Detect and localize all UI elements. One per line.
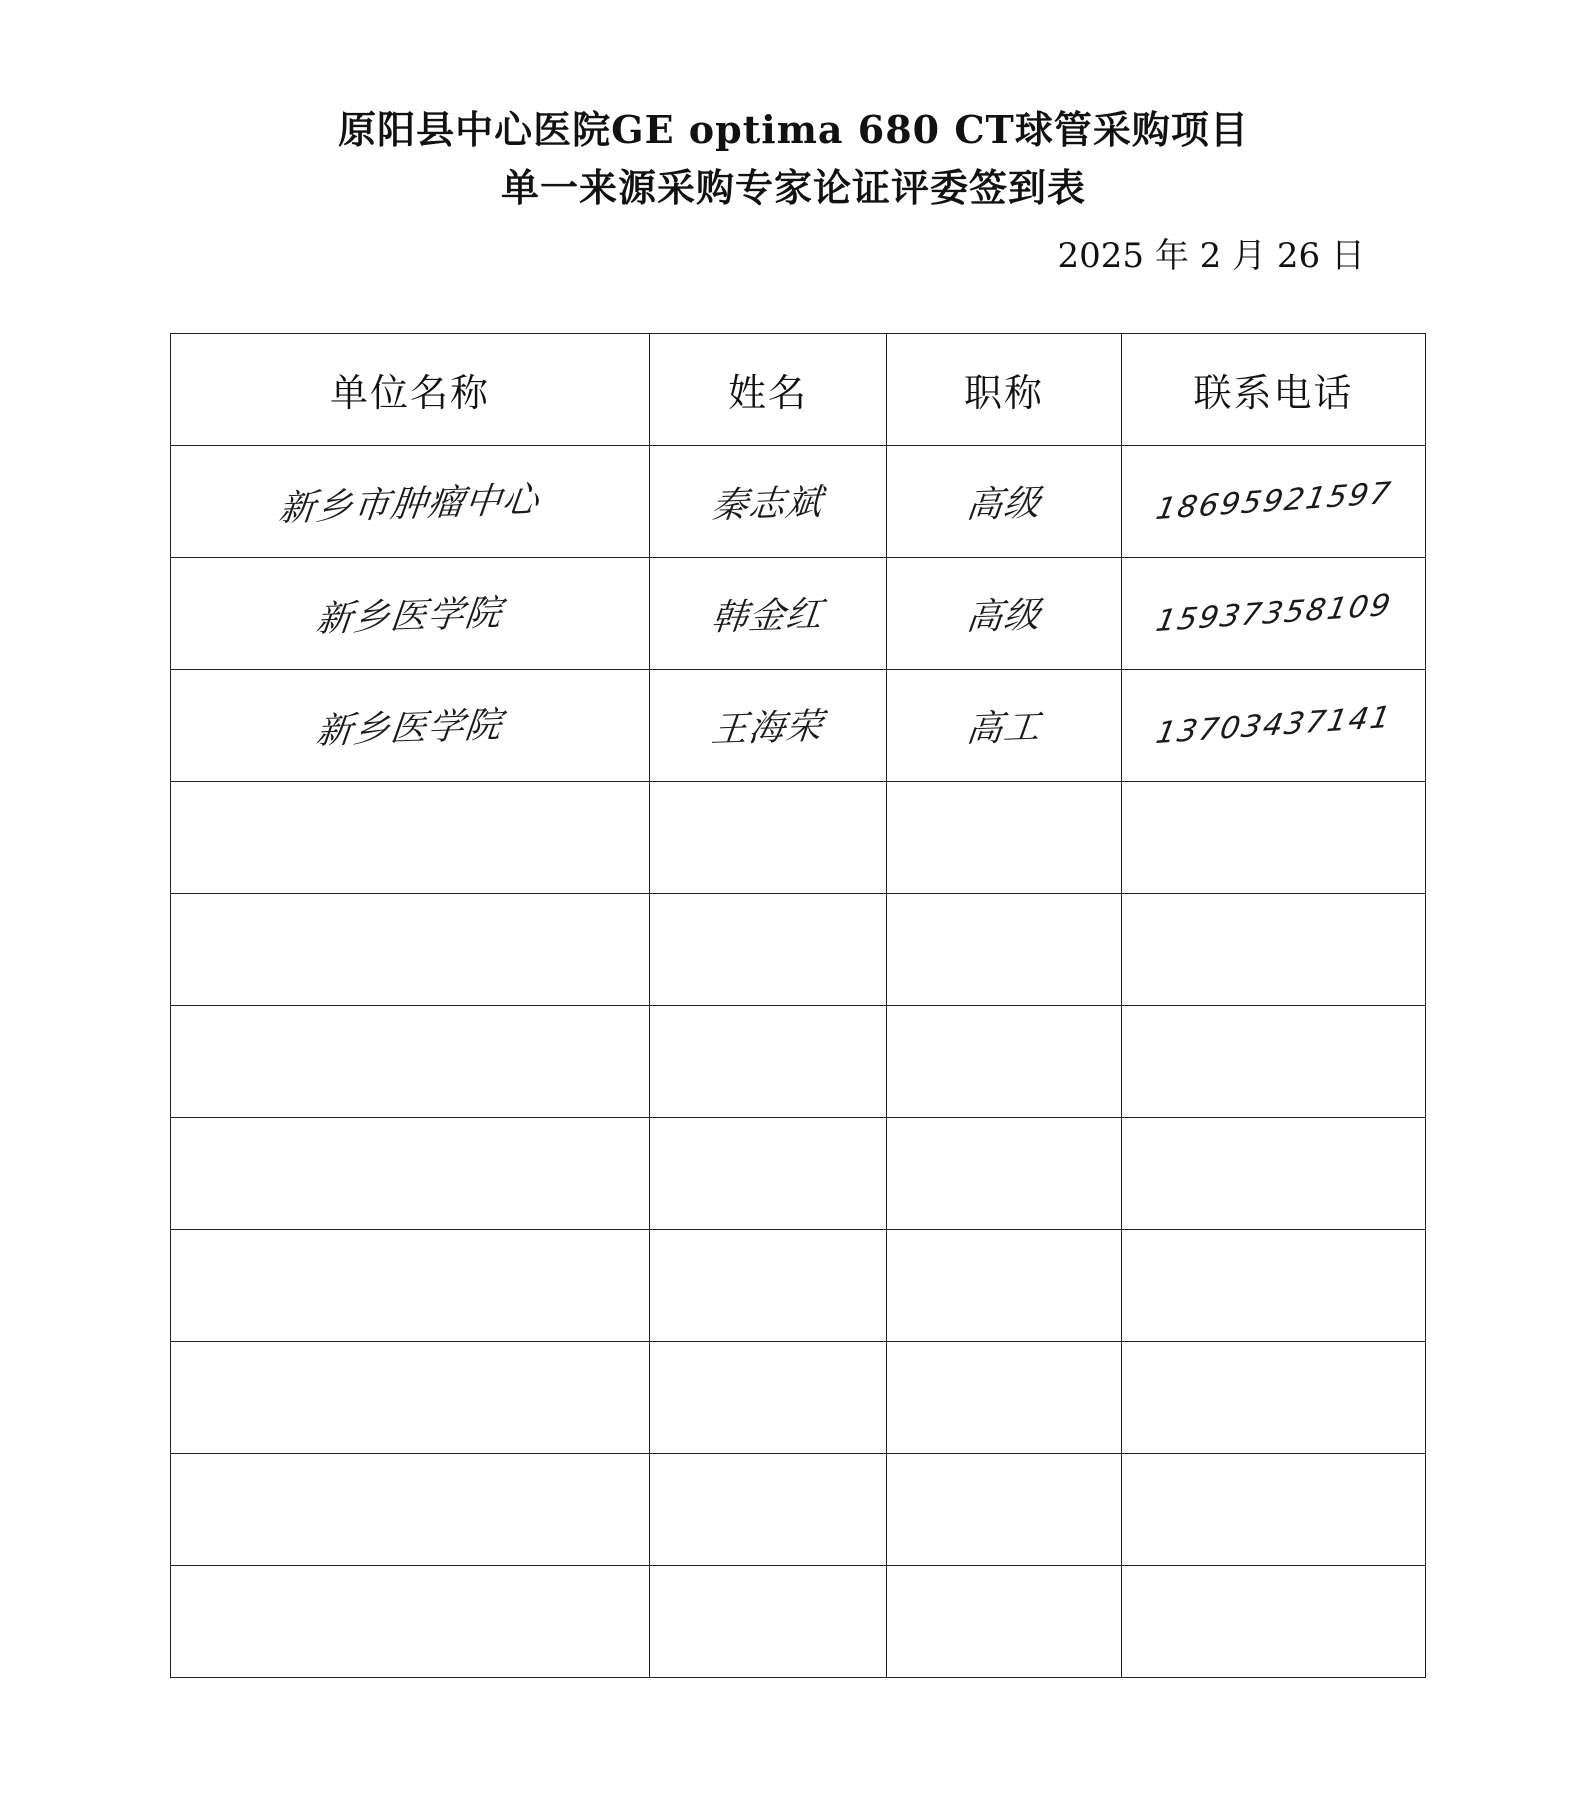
cell-name xyxy=(650,1118,887,1230)
cell-unit-name xyxy=(171,558,650,670)
cell-unit-name xyxy=(171,1454,650,1566)
cell-name xyxy=(650,1566,887,1678)
cell-title xyxy=(887,558,1122,670)
handwritten-unit: 新乡市肿瘤中心 xyxy=(277,479,542,530)
cell-name xyxy=(650,1454,887,1566)
header-name: 姓名 xyxy=(650,334,887,446)
document-date: 2025 年 2 月 26 日 xyxy=(1057,236,1365,276)
cell-name xyxy=(650,558,887,670)
cell-phone xyxy=(1122,1006,1426,1118)
cell-title xyxy=(887,446,1122,558)
table-row xyxy=(171,782,1426,894)
cell-unit-name xyxy=(171,1230,650,1342)
document-title: 原阳县中心医院GE optima 680 CT球管采购项目 xyxy=(338,107,1249,152)
cell-title xyxy=(887,1230,1122,1342)
handwritten-unit: 新乡医学院 xyxy=(314,592,505,641)
cell-unit-name xyxy=(171,894,650,1006)
cell-unit-name xyxy=(171,1342,650,1454)
cell-phone xyxy=(1122,1230,1426,1342)
cell-name xyxy=(650,670,887,782)
cell-phone xyxy=(1122,782,1426,894)
cell-unit-name xyxy=(171,446,650,558)
cell-title xyxy=(887,894,1122,1006)
cell-title xyxy=(887,782,1122,894)
cell-title xyxy=(887,1566,1122,1678)
handwritten-title: 高级 xyxy=(964,594,1044,639)
cell-phone xyxy=(1122,1342,1426,1454)
header-phone: 联系电话 xyxy=(1122,334,1426,446)
handwritten-name: 韩金红 xyxy=(709,594,826,639)
cell-name xyxy=(650,1006,887,1118)
cell-phone xyxy=(1122,558,1426,670)
table-row xyxy=(171,670,1426,782)
cell-phone xyxy=(1122,446,1426,558)
table-row xyxy=(171,1566,1426,1678)
handwritten-unit: 新乡医学院 xyxy=(314,704,505,753)
cell-title xyxy=(887,1118,1122,1230)
handwritten-phone: 18695921597 xyxy=(1152,475,1395,528)
table-row xyxy=(171,1006,1426,1118)
cell-unit-name xyxy=(171,1006,650,1118)
table-row xyxy=(171,894,1426,1006)
cell-phone xyxy=(1122,1454,1426,1566)
cell-unit-name xyxy=(171,670,650,782)
header-title: 职称 xyxy=(887,334,1122,446)
document-subtitle: 单一来源采购专家论证评委签到表 xyxy=(500,165,1086,210)
table-row xyxy=(171,1342,1426,1454)
table-header-row xyxy=(171,334,1426,446)
handwritten-name: 王海荣 xyxy=(709,706,826,751)
table-row xyxy=(171,1454,1426,1566)
table-row xyxy=(171,558,1426,670)
cell-name xyxy=(650,446,887,558)
handwritten-phone: 13703437141 xyxy=(1152,699,1395,752)
cell-title xyxy=(887,1006,1122,1118)
table-row xyxy=(171,1230,1426,1342)
cell-unit-name xyxy=(171,782,650,894)
cell-title xyxy=(887,1342,1122,1454)
cell-name xyxy=(650,1230,887,1342)
cell-phone xyxy=(1122,1118,1426,1230)
cell-name xyxy=(650,894,887,1006)
cell-phone xyxy=(1122,1566,1426,1678)
cell-title xyxy=(887,670,1122,782)
handwritten-phone: 15937358109 xyxy=(1152,587,1395,640)
table-body xyxy=(171,446,1426,1678)
handwritten-title: 高工 xyxy=(964,706,1044,751)
handwritten-name: 秦志斌 xyxy=(709,482,826,527)
header-unit-name: 单位名称 xyxy=(171,334,650,446)
cell-unit-name xyxy=(171,1566,650,1678)
table-row xyxy=(171,446,1426,558)
cell-phone xyxy=(1122,670,1426,782)
table-row xyxy=(171,1118,1426,1230)
cell-name xyxy=(650,782,887,894)
cell-name xyxy=(650,1342,887,1454)
handwritten-title: 高级 xyxy=(964,482,1044,527)
cell-phone xyxy=(1122,894,1426,1006)
sign-in-table xyxy=(170,333,1426,1678)
cell-title xyxy=(887,1454,1122,1566)
cell-unit-name xyxy=(171,1118,650,1230)
